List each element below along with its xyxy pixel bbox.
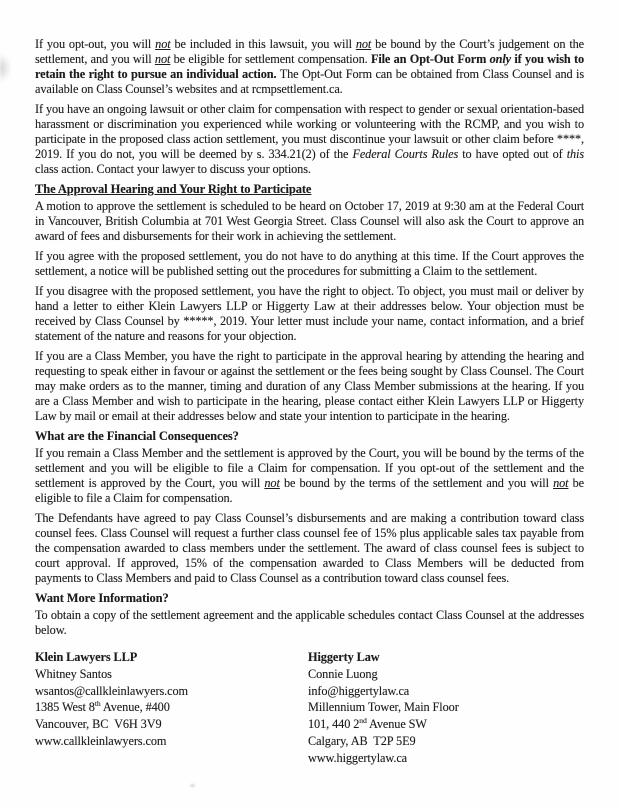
contact-person: Connie Luong (308, 666, 378, 681)
obtain-copy-paragraph: To obtain a copy of the settlement agreement and the applicable schedules contact Class Counsel at the addresses below. (35, 608, 584, 637)
defendants-fees-paragraph: The Defendants have agreed to pay Class Counsel’s disbursements and are making a contribution toward class counsel fees. Class Counsel will request a further class counsel fee of 15% plus applicable sales tax payable from the compensation awarded to class members under the settlement. The award of class counsel fees is subject to court approval. If approved, 15% of the compensation awarded to Class Members will be deducted from payments to Class Members and paid to Class Counsel as a contribution toward class counsel fees. (35, 511, 584, 585)
contact-website: www.callkleinlawyers.com (35, 733, 167, 748)
remain-class-member-paragraph: If you remain a Class Member and the settlement is approved by the Court, you will be bound by the terms of the settlement and you will be eligible to file a Claim for compensation. If you opt-out of the settlement and the settlement is approved by the Court, you will not be bound by the terms of the settlement and you will not be eligible to file a Claim for compensation. (35, 446, 584, 505)
contact-email: wsantos@callkleinlawyers.com (35, 683, 188, 698)
contact-website: www.higgertylaw.ca (308, 750, 408, 765)
contact-address-line: Vancouver, BC V6H 3V9 (35, 717, 162, 732)
scan-artifact (0, 54, 11, 82)
want-more-information-heading: Want More Information? (35, 591, 169, 605)
contact-higgerty-law (308, 649, 584, 767)
contact-person: Whitney Santos (35, 666, 112, 681)
contact-email: info@higgertylaw.ca (308, 683, 410, 698)
contact-firm-name: Klein Lawyers LLP (35, 650, 138, 664)
document-text-block (35, 37, 584, 767)
contact-address-line: 1385 West 8th Avenue, #400 (35, 699, 170, 715)
contact-address-line: Calgary, AB T2P 5E9 (308, 733, 416, 748)
contact-firm-name: Higgerty Law (308, 650, 380, 664)
contact-klein-lawyers (35, 649, 308, 767)
approval-motion-paragraph: A motion to approve the settlement is scheduled to be heard on October 17, 2019 at 9:30 am at the Federal Court in Vancouver, British Columbia at 701 West Georgia Street. Class Counsel will also ask the Court to approve an award of fees and disbursements for their work in achieving the settlement. (35, 199, 584, 243)
ongoing-lawsuit-paragraph: If you have an ongoing lawsuit or other claim for compensation with respect to gender or sexual orientation-based harassment or discrimination you experienced while working or volunteering with the RCMP, and you wish to participate in the proposed class action settlement, you must discontinue your lawsuit or other claim before ****, 2019. If you do not, you will be deemed by s. 334.21(2) of the Federal Courts Rules to have opted out of this class action. Contact your lawyer to discuss your options. (35, 102, 584, 176)
approval-hearing-heading: The Approval Hearing and Your Right to Participate (35, 182, 312, 196)
class-member-participation-paragraph: If you are a Class Member, you have the right to participate in the approval hearing by attending the hearing and requesting to speak either in favour or against the settlement or the fees being sought by Class Counsel. The Court may make orders as to the manner, timing and duration of any Class Member submissions at the hearing. If you are a Class Member and wish to participate in the hearing, please contact either Klein Lawyers LLP or Higgerty Law by mail or email at their addresses below and state your intention to participate in the hearing. (35, 349, 584, 423)
scan-artifact (189, 783, 196, 788)
contact-address-line: 101, 440 2nd Avenue SW (308, 716, 427, 732)
disagree-object-paragraph: If you disagree with the proposed settlement, you have the right to object. To object, you must mail or deliver by hand a letter to either Klein Lawyers LLP or Higgerty Law at their addresses below. Your objection must be received by Class Counsel by *****, 2019. Your letter must include your name, contact information, and a brief statement of the nature and reasons for your objection. (35, 284, 584, 343)
contact-block (35, 649, 584, 767)
financial-consequences-heading: What are the Financial Consequences? (35, 429, 239, 443)
agree-paragraph: If you agree with the proposed settlement, you do not have to do anything at this time. If the Court approves the settlement, a notice will be published setting out the procedures for submitting a Claim to the settlement. (35, 249, 584, 278)
opt-out-paragraph: If you opt-out, you will not be included in this lawsuit, you will not be bound by the Court’s judgement on the settlement, and you will not be eligible for settlement compensation. File an Opt-Out Form only if you wish to retain the right to pursue an individual action. The Opt-Out Form can be obtained from Class Counsel and is available on Class Counsel’s websites and at rcmpsettlement.ca. (35, 37, 585, 96)
contact-address-line: Millennium Tower, Main Floor (308, 700, 459, 715)
